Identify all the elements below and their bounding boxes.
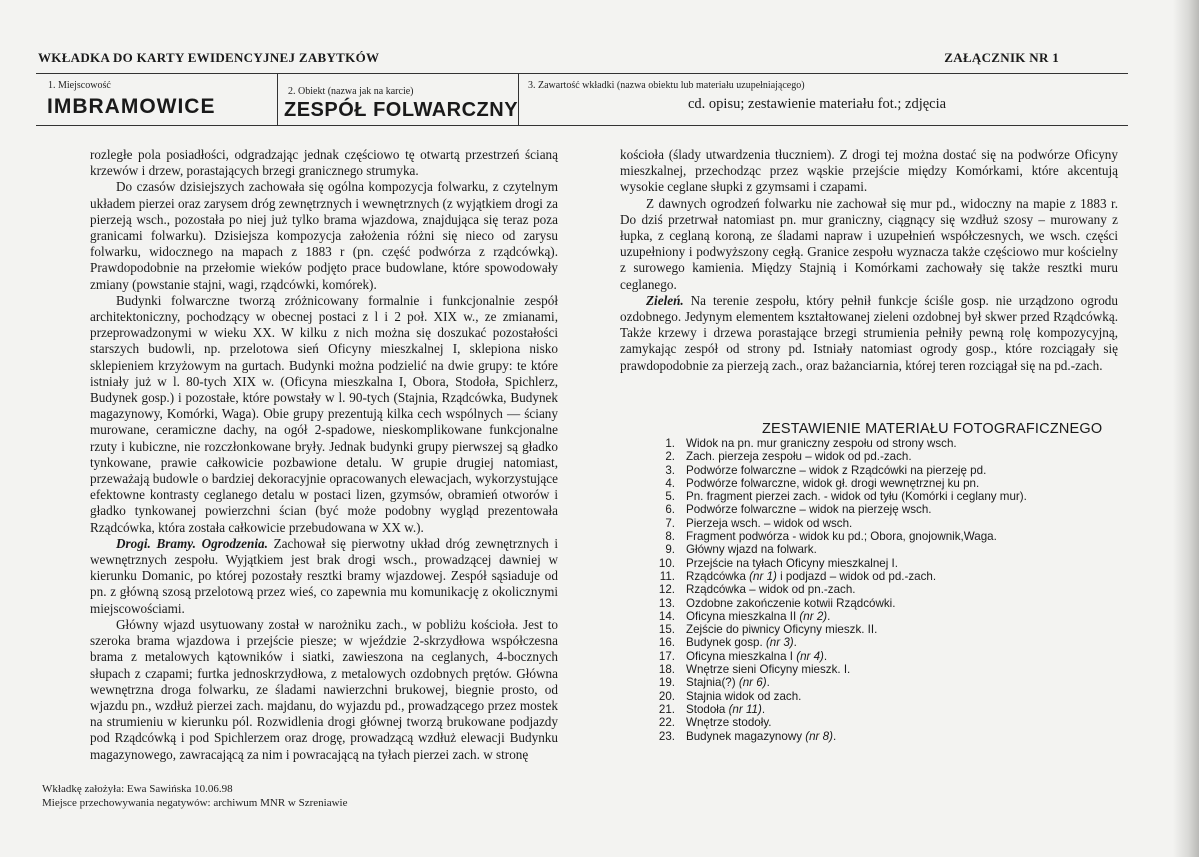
photo-list-item xyxy=(655,597,1027,610)
photo-item-note: (nr 6) xyxy=(738,676,767,690)
photo-item-description: Stodoła xyxy=(686,702,726,716)
photo-list-item xyxy=(655,450,1027,463)
field-2-value: ZESPÓŁ FOLWARCZNY xyxy=(284,99,519,121)
photo-list-item xyxy=(655,650,1027,663)
photo-item-note: (nr 8) xyxy=(805,729,833,743)
photo-item-description: Oficyna mieszkalna II xyxy=(686,609,797,623)
photo-item-text xyxy=(686,450,912,463)
field-1-value: IMBRAMOWICE xyxy=(47,95,216,118)
photo-item-number: 13. xyxy=(658,596,675,610)
photo-list-item xyxy=(655,716,1027,729)
paragraph-text: Zachował się pierwotny układ dróg zewnętrznych i wewnętrznych zespołu. Wyjątkiem jest brak drogi wsch., prowadzącej dawniej w kierunku Domanic, po której pozostały resztki bramy wjazdowej. Zespół sąsiaduje od pn. z główną szosą przelotową przez wieś, co zapewnia mu komunikację z okolicznymi miejscowościami. xyxy=(90,535,559,616)
field-1-label: 1. Miejscowość xyxy=(48,80,111,91)
photo-item-note: (nr 3) xyxy=(765,636,794,650)
photo-item-description: Stajnia widok od zach. xyxy=(686,689,802,703)
photo-item-description: Widok na pn. mur graniczny zespołu od strony wsch. xyxy=(686,437,957,450)
photo-item-description: Oficyna mieszkalna I xyxy=(686,649,793,663)
photo-item-description: Wnętrze sieni Oficyny mieszk. I. xyxy=(686,663,851,677)
field-3-label: 3. Zawartość wkładki (nazwa obiektu lub materiału uzupełniającego) xyxy=(528,80,805,91)
photo-item-text xyxy=(686,543,817,556)
photo-list-item xyxy=(655,690,1027,703)
photo-item-number: 14. xyxy=(658,609,675,623)
photo-item-text xyxy=(686,597,895,610)
paragraph: Budynki folwarczne tworzą zróżnicowany formalnie i funkcjonalnie zespół architektoniczny, pochodzący w obecnej postaci z l i 2 poł. XIX w., ze zmianami, przeprowadzonymi w wieku XX. W kilku z nich można się doszukać pozostałości starszych budowli, np. przelotowa sień Oficyny mieszkalnej I, sklepiona nisko sklepieniem krzyżowym na gurtach. Budynki można podzielić na dwie grupy: te które istniały już w l. 80-tych XIX w. (Oficyna mieszkalna I, Obora, Stodoła, Spichlerz, Budynek gosp.) i pozostałe, które powstały w l. 90-tych (Stajnia, Rządcówka, Budynek magazynowy, Komórki, Waga). Obie grupy prezentują kilka cech wspólnych — ściany murowane, ceramiczne dachy, na ogół 2-spadowe, nieskomplikowane funkcjonalne rzuty i kubiczne, nie rozczłonkowane bryły. Jednak budynki grupy pierwszej są gładko tynkowane, prawie całkowicie pozbawione detalu. W grupie drugiej natomiast, przeważają budowle o bardziej dekoracyjnie opracowanych elewacjach, wykorzystujące efektowne kontrasty ceglanego detalu w postaci lizen, gzymsów, obramień otworów i gładko tynkowanej powierzchni ścian (być może podobny wygląd prezentowała Rządcówka, która została całkowicie przebudowana w XX w.). xyxy=(90,292,558,535)
photo-item-number: 7. xyxy=(665,516,675,530)
photo-item-text xyxy=(686,703,765,716)
photo-list-item xyxy=(655,703,1027,716)
photo-item-suffix: . xyxy=(761,702,766,716)
photo-item-number: 15. xyxy=(658,623,675,637)
header-top-rule xyxy=(36,73,1128,74)
photo-item-text xyxy=(686,650,827,663)
photo-item-number: 19. xyxy=(658,676,675,690)
footer-archive: Miejsce przechowywania negatywów: archiwum MNR w Szreniawie xyxy=(42,797,348,809)
photo-item-text xyxy=(686,610,830,623)
photo-item-number: 5. xyxy=(665,490,675,504)
photo-item-number: 10. xyxy=(658,556,675,570)
photo-list-item xyxy=(655,636,1027,649)
photo-item-text xyxy=(686,503,932,516)
photo-item-suffix: . xyxy=(823,649,828,663)
photo-item-description: Podwórze folwarczne – widok z Rządcówki na pierzeję pd. xyxy=(686,463,987,477)
paragraph: Z dawnych ogrodzeń folwarku nie zachował się mur pd., widoczny na mapie z 1883 r. Do dziś przetrwał natomiast pn. mur graniczny, ciągnący się wzdłuż szosy – murowany z łupka, z ceglaną koroną, ze śladami napraw i uzupełnień współczesnych, we wsch. części uzupełniony i podwyższony cegłą. Granice zespołu wyznacza także częściowo mur kościelny z surowego kamienia. Między Stajnią i Komórkami zachowały się także resztki muru ceglanego. xyxy=(620,195,1118,292)
paragraph: Główny wjazd usytuowany został w narożniku zach., w pobliżu kościoła. Jest to szeroka brama wjazdowa i przejście piesze; w wjeździe 2-skrzydłowa współczesna brama z metalowych kątowników i siatki, zawieszona na ceglanych, 4-bocznych słupach z czapami; furtka jednoskrzydłowa, z metalowych ozdobnych prętów. Główna wewnętrzna droga folwarku, ze śladami nawierzchni brukowej, biegnie prosto, od wjazdu pn., wzdłuż pierzei zach. majdanu, do wyjazdu pd., prowadzącego przez mostek na strumieniu w kierunku pól. Rozwidlenia drogi głównej tworzą brukowane podjazdy pod Rządcówką i pod Spichlerzem oraz drogę, prowadzącą wzdłuż elewacji Budynku magazynowego, zawracającą za nim i powracającą na tyłach pierzei zach. w stronę xyxy=(90,616,558,762)
section-heading-roads: Drogi. Bramy. Ogrodzenia. xyxy=(116,535,268,551)
photo-item-description: Ozdobne zakończenie kotwii Rządcówki. xyxy=(686,596,896,610)
photo-item-suffix: . xyxy=(793,636,797,650)
photo-item-suffix: . xyxy=(827,609,831,623)
photo-item-text xyxy=(686,530,997,543)
field-2-label: 2. Obiekt (nazwa jak na karcie) xyxy=(288,86,414,97)
photo-item-description: Budynek gosp. xyxy=(686,636,763,650)
paragraph xyxy=(620,293,1118,374)
photo-item-text xyxy=(686,583,856,596)
photo-list-item xyxy=(655,557,1027,570)
left-text-column xyxy=(90,147,558,763)
photo-item-text xyxy=(686,663,850,676)
photo-item-number: 6. xyxy=(665,503,675,517)
photo-item-number: 23. xyxy=(658,729,675,743)
photo-list-item xyxy=(655,517,1027,530)
photo-item-number: 4. xyxy=(665,476,675,490)
photo-item-description: Pn. fragment pierzei zach. - widok od tyłu (Komórki i ceglany mur). xyxy=(686,490,1027,504)
photo-item-number: 3. xyxy=(665,463,675,477)
photo-item-description: Budynek magazynowy xyxy=(686,729,802,743)
field-divider-1 xyxy=(277,74,278,125)
photo-item-description: Podwórze folwarczne, widok gł. drogi wewnętrznej ku pn. xyxy=(686,476,980,490)
photo-item-text xyxy=(686,570,936,583)
photo-list-item xyxy=(655,676,1027,689)
photo-list-item xyxy=(655,490,1027,503)
photo-list-item xyxy=(655,543,1027,556)
photo-item-text xyxy=(686,557,898,570)
photo-item-number: 18. xyxy=(658,663,675,677)
photo-item-note: (nr 11) xyxy=(728,702,762,716)
photo-list xyxy=(655,437,1027,743)
field-divider-2 xyxy=(518,74,519,125)
photo-list-item xyxy=(655,730,1027,743)
photo-item-description: Fragment podwórza - widok ku pd.; Obora, gnojownik,Waga. xyxy=(686,530,997,544)
photo-item-note: (nr 2) xyxy=(799,609,828,623)
paragraph: kościoła (ślady utwardzenia tłuczniem). Z drogi tej można dostać się na podwórze Oficyny mieszkalnej, przechodząc przez wąskie przejście między Komórkami, które akcentują wysokie ceglane słupki z gzymsami i czapami. xyxy=(620,147,1118,195)
photo-list-item xyxy=(655,570,1027,583)
scan-page-edge xyxy=(1173,0,1199,857)
photo-item-text xyxy=(686,690,801,703)
photo-item-number: 2. xyxy=(665,450,675,464)
photo-item-text xyxy=(686,716,771,729)
photo-section-title: ZESTAWIENIE MATERIAŁU FOTOGRAFICZNEGO xyxy=(762,421,1103,437)
footer-author: Wkładkę założyła: Ewa Sawińska 10.06.98 xyxy=(42,783,233,795)
photo-item-number: 22. xyxy=(658,716,675,730)
photo-item-suffix: i podjazd – widok od pd.-zach. xyxy=(776,569,937,583)
photo-item-description: Główny wjazd na folwark. xyxy=(686,543,817,557)
photo-list-item xyxy=(655,663,1027,676)
photo-item-text xyxy=(686,636,797,649)
photo-list-item xyxy=(655,464,1027,477)
photo-item-description: Podwórze folwarczne – widok na pierzeję wsch. xyxy=(686,503,932,517)
photo-item-text xyxy=(686,730,836,743)
photo-item-number: 21. xyxy=(658,702,675,716)
photo-item-text xyxy=(686,490,1027,503)
section-heading-greenery: Zieleń. xyxy=(646,292,684,308)
photo-item-note: (nr 4) xyxy=(796,649,824,663)
photo-item-text xyxy=(686,676,770,689)
photo-list-item xyxy=(655,583,1027,596)
photo-item-text xyxy=(686,623,877,636)
paragraph xyxy=(90,536,558,617)
photo-item-note: (nr 1) xyxy=(749,569,777,583)
photo-item-number: 1. xyxy=(665,437,675,450)
photo-item-number: 17. xyxy=(658,649,675,663)
photo-list-item xyxy=(655,477,1027,490)
photo-item-text xyxy=(686,464,986,477)
form-title: WKŁADKA DO KARTY EWIDENCYJNEJ ZABYTKÓW xyxy=(38,50,380,65)
photo-item-description: Pierzeja wsch. – widok od wsch. xyxy=(686,516,853,530)
photo-item-text xyxy=(686,437,957,450)
paragraph: Do czasów dzisiejszych zachowała się ogólna kompozycja folwarku, z czytelnym układem pierzei oraz zarysem dróg zewnętrznych i wewnętrznych (z wyjątkiem drogi za pierzeją wsch., pozostała po niej już tylko brama wjazdowa, znajdująca się teraz poza granicami folwarku). Dzisiejsza kompozycja założenia różni się nieco od zarysu folwarku, widocznego na mapach z 1883 r (pn. część podwórza z rządcówką). Prawdopodobnie na przełomie wieków podjęto prace budowlane, które spowodowały zmiany (powstanie stajni, wagi, rządcówki, komórek). xyxy=(90,179,558,292)
paragraph: rozległe pola posiadłości, odgradzając jednak częściowo tę otwartą przestrzeń ścianą krzewów i drzew, porastających brzegi granicznego strumyka. xyxy=(90,147,558,179)
photo-list-item xyxy=(655,530,1027,543)
photo-list-item xyxy=(655,437,1027,450)
photo-list-item xyxy=(655,623,1027,636)
photo-item-number: 20. xyxy=(658,689,675,703)
photo-item-description: Rządcówka – widok od pn.-zach. xyxy=(686,583,856,597)
photo-item-description: Zejście do piwnicy Oficyny mieszk. II. xyxy=(686,623,878,637)
photo-item-text xyxy=(686,477,979,490)
photo-item-description: Rządcówka xyxy=(686,569,746,583)
header-bottom-rule xyxy=(36,125,1128,126)
photo-item-number: 8. xyxy=(665,530,675,544)
photo-item-description: Przejście na tyłach Oficyny mieszkalnej I. xyxy=(686,556,898,570)
photo-item-number: 12. xyxy=(658,583,675,597)
photo-list-item xyxy=(655,610,1027,623)
photo-item-suffix: . xyxy=(832,729,837,743)
photo-item-number: 11. xyxy=(659,569,675,583)
attachment-number: ZAŁĄCZNIK NR 1 xyxy=(944,50,1059,65)
photo-list-item xyxy=(655,503,1027,516)
photo-item-description: Wnętrze stodoły. xyxy=(686,716,772,730)
photo-item-number: 16. xyxy=(658,636,675,650)
right-text-column xyxy=(620,147,1118,374)
photo-item-description: Zach. pierzeja zespołu – widok od pd.-zach. xyxy=(686,450,912,464)
field-3-value: cd. opisu; zestawienie materiału fot.; zdjęcia xyxy=(688,96,947,112)
photo-item-text xyxy=(686,517,852,530)
paragraph-text: Na terenie zespołu, który pełnił funkcje ściśle gosp. nie urządzono ogrodu ozdobnego. Jedynym elementem kształtowanej zieleni ozdobnej był skwer przed Rządcówką. Także krzewy i drzewa porastające brzegi strumienia pełniły pewną rolę kompozycyjną, zamykając zespół od strony pd. Istniały natomiast ogrody gosp., które rozciągały się prawdopodobnie za pierzeją zach., oraz bażanciarnia, której teren rozciągał się na pd.-zach. xyxy=(620,292,1118,373)
photo-item-number: 9. xyxy=(665,543,675,557)
photo-item-suffix: . xyxy=(766,676,770,690)
photo-item-description: Stajnia(?) xyxy=(686,676,736,690)
